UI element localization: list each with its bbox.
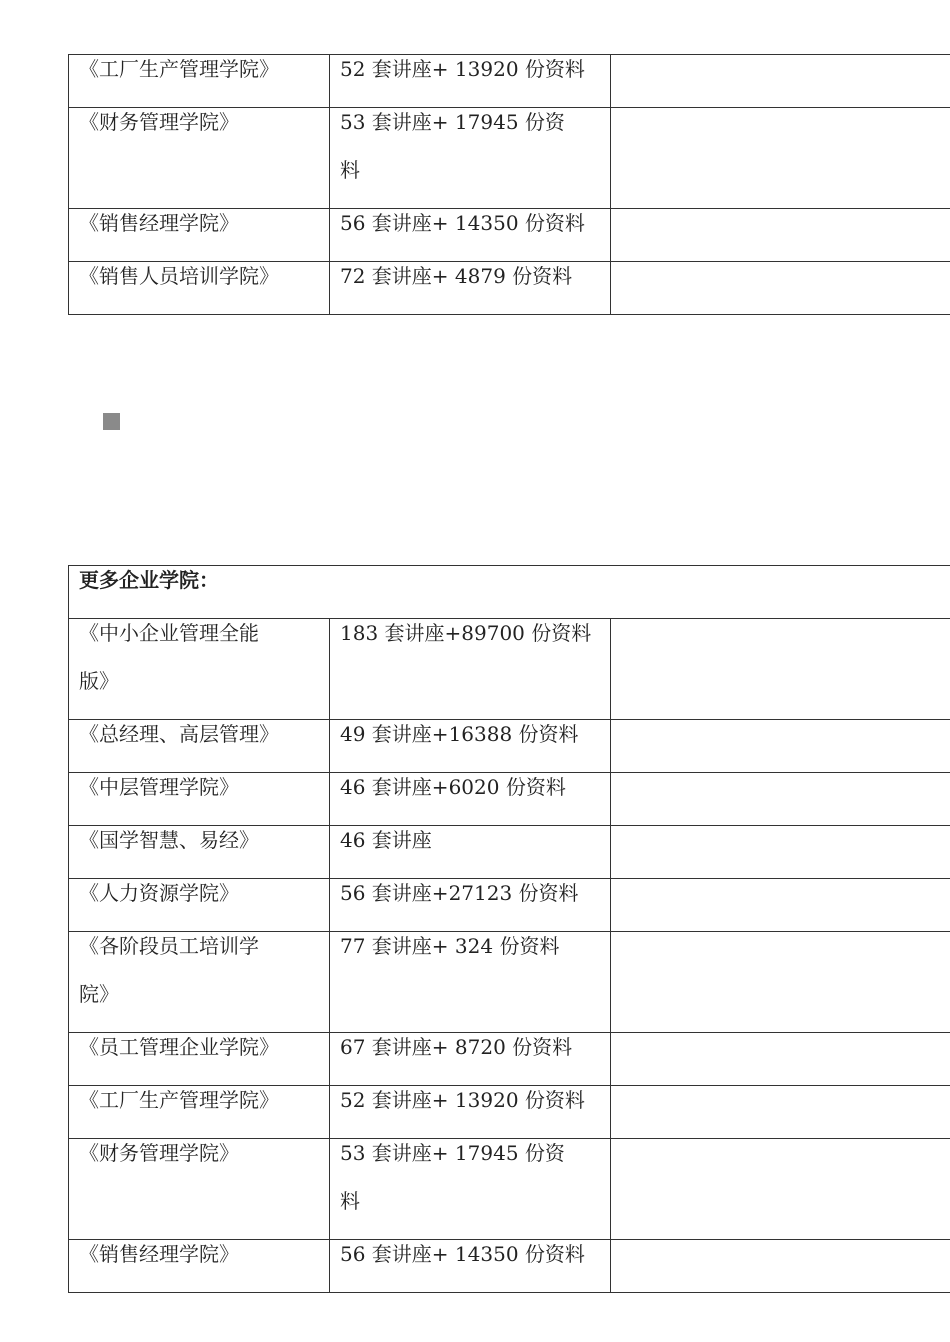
course-content: 183 套讲座+89700 份资料 (340, 621, 592, 645)
course-name-cell (69, 932, 330, 1033)
course-note-cell (611, 720, 950, 773)
table-row (69, 932, 950, 1033)
course-name: 《中层管理学院》 (79, 775, 239, 799)
course-name: 《财务管理学院》 (79, 1141, 239, 1165)
course-name: 《中小企业管理全能版》 (79, 621, 259, 693)
course-content-cell (330, 1240, 611, 1293)
table-row (69, 262, 950, 315)
course-name: 《总经理、高层管理》 (79, 722, 279, 746)
course-note-cell (611, 1086, 950, 1139)
course-name-cell (69, 108, 330, 209)
course-content-cell (330, 932, 611, 1033)
course-name: 《财务管理学院》 (79, 110, 239, 134)
course-name-cell (69, 1240, 330, 1293)
course-name: 《销售经理学院》 (79, 211, 239, 235)
table-header-title: 更多企业学院： (79, 568, 219, 592)
table-row (69, 619, 950, 720)
course-note-cell (611, 1139, 950, 1240)
course-note-cell (611, 108, 950, 209)
course-note-cell (611, 619, 950, 720)
course-name: 《销售经理学院》 (79, 1242, 239, 1266)
course-name-cell (69, 619, 330, 720)
course-content: 46 套讲座+6020 份资料 (340, 775, 566, 799)
course-table-more (68, 565, 950, 1293)
course-content: 46 套讲座 (340, 828, 432, 852)
course-content: 56 套讲座+ 14350 份资料 (340, 211, 585, 235)
course-note-cell (611, 55, 950, 108)
course-note-cell (611, 1240, 950, 1293)
course-content-cell (330, 108, 611, 209)
course-note-cell (611, 879, 950, 932)
course-note-cell (611, 932, 950, 1033)
table-row (69, 1240, 950, 1293)
course-content: 52 套讲座+ 13920 份资料 (340, 1088, 585, 1112)
course-name: 《人力资源学院》 (79, 881, 239, 905)
course-content-cell (330, 1139, 611, 1240)
course-name: 《工厂生产管理学院》 (79, 57, 279, 81)
table-row (69, 108, 950, 209)
course-note-cell (611, 209, 950, 262)
course-note-cell (611, 262, 950, 315)
course-content: 53 套讲座+ 17945 份资料 (340, 110, 565, 182)
course-name: 《工厂生产管理学院》 (79, 1088, 279, 1112)
course-content: 52 套讲座+ 13920 份资料 (340, 57, 585, 81)
course-name: 《国学智慧、易经》 (79, 828, 259, 852)
course-content-cell (330, 262, 611, 315)
course-name: 《员工管理企业学院》 (79, 1035, 279, 1059)
course-note-cell (611, 773, 950, 826)
course-name: 《各阶段员工培训学院》 (79, 934, 259, 1006)
course-table-top (68, 54, 950, 315)
course-content: 49 套讲座+16388 份资料 (340, 722, 579, 746)
course-name: 《销售人员培训学院》 (79, 264, 279, 288)
course-content: 56 套讲座+27123 份资料 (340, 881, 579, 905)
course-name-cell (69, 1139, 330, 1240)
course-content: 72 套讲座+ 4879 份资料 (340, 264, 573, 288)
course-content: 67 套讲座+ 8720 份资料 (340, 1035, 573, 1059)
course-content-cell (330, 619, 611, 720)
course-content: 77 套讲座+ 324 份资料 (340, 934, 560, 958)
square-bullet-icon (103, 413, 120, 430)
table-row (69, 1139, 950, 1240)
course-note-cell (611, 826, 950, 879)
course-content: 56 套讲座+ 14350 份资料 (340, 1242, 585, 1266)
course-content: 53 套讲座+ 17945 份资料 (340, 1141, 565, 1213)
course-note-cell (611, 1033, 950, 1086)
course-name-cell (69, 262, 330, 315)
